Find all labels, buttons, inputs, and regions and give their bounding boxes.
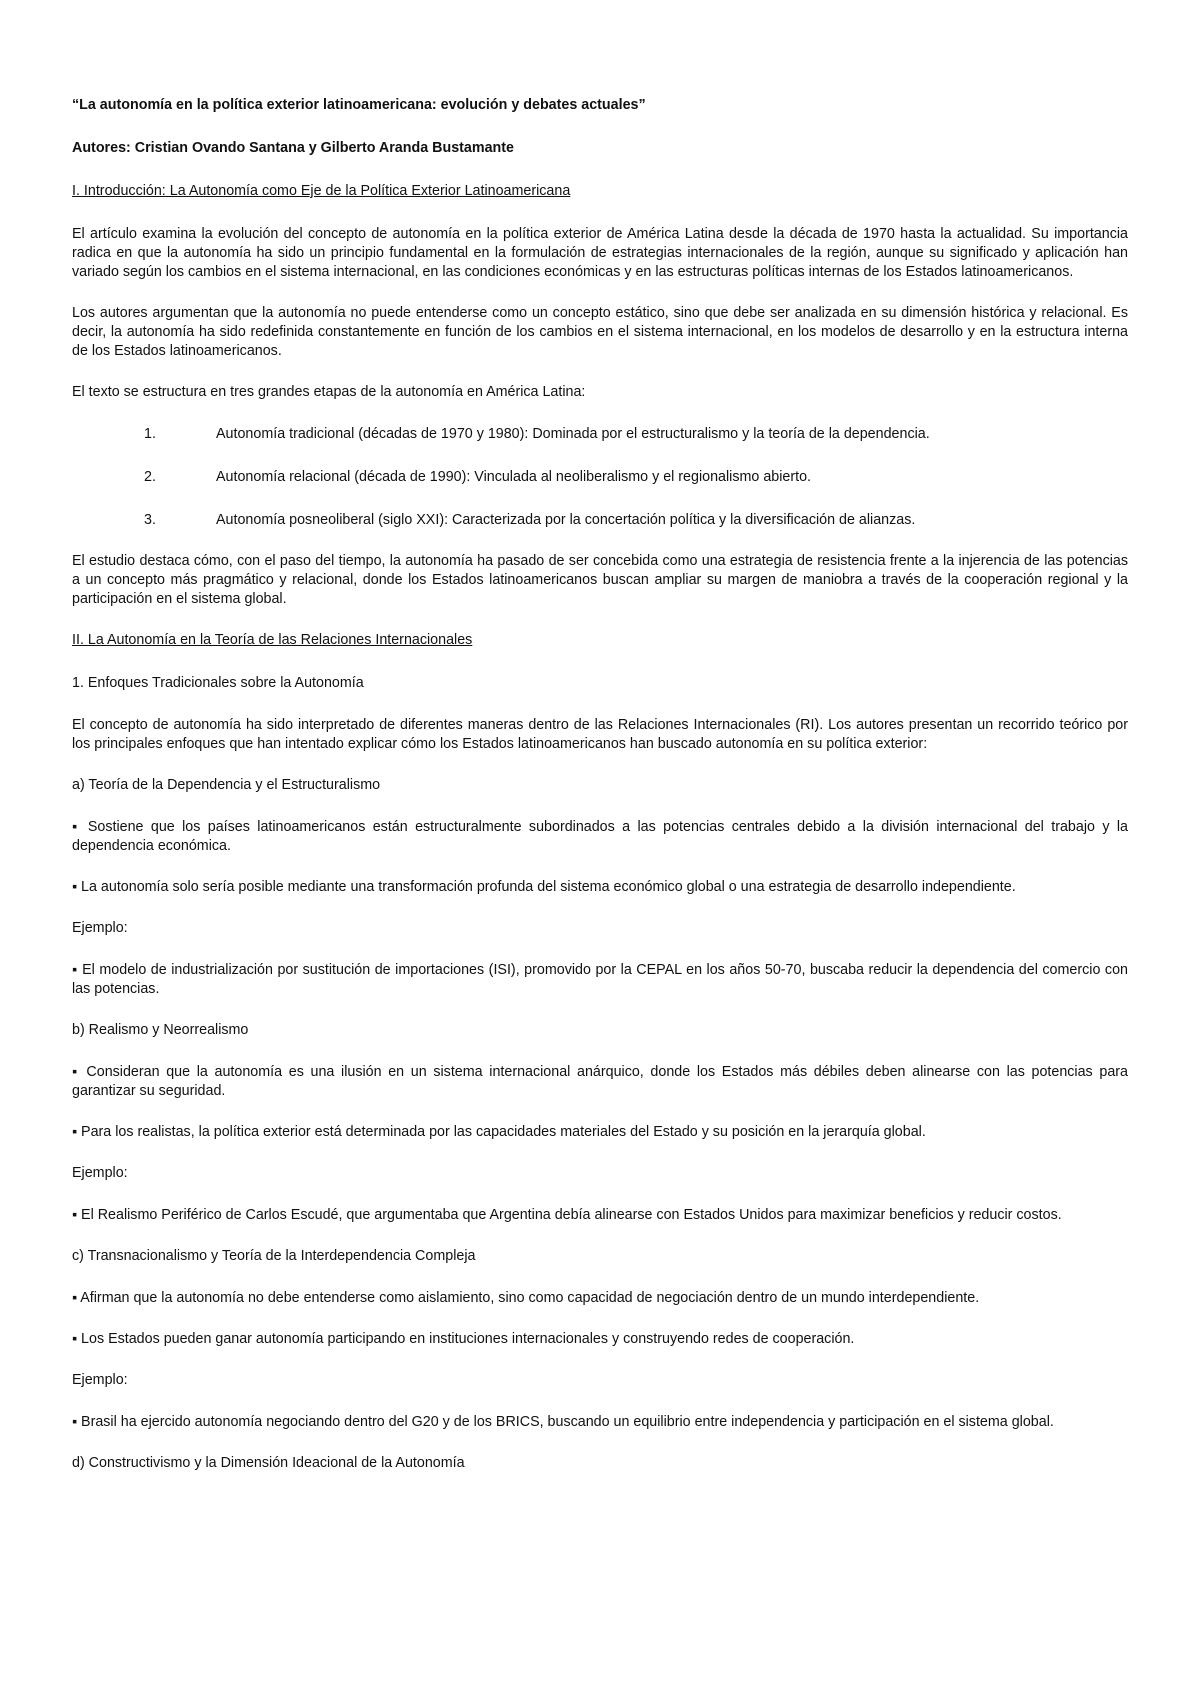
approach-heading-dependencia: a) Teoría de la Dependencia y el Estructuralismo	[72, 777, 381, 793]
stage-number: 1.	[144, 426, 156, 442]
stages-list	[72, 425, 1128, 530]
stage-item	[72, 468, 1128, 487]
document-authors: Autores: Cristian Ovando Santana y Gilberto Aranda Bustamante	[72, 140, 514, 156]
bullet-point: ▪ La autonomía solo sería posible mediante una transformación profunda del sistema económico global o una estrategia de desarrollo independiente.	[72, 879, 1016, 895]
intro-paragraph-1: El artículo examina la evolución del concepto de autonomía en la política exterior de América Latina desde la década de 1970 hasta la actualidad. Su importancia radica en que la autonomía ha sido un principio fundamental en la formulación de estrategias internacionales de la región, aunque su significado y aplicación han variado según los cambios en el sistema internacional, en las condiciones económicas y en las estructuras políticas internas de los Estados latinoamericanos.	[72, 226, 1128, 280]
stage-number: 3.	[144, 512, 156, 528]
approach-heading-constructivismo: d) Constructivismo y la Dimensión Ideacional de la Autonomía	[72, 1455, 465, 1471]
bullet-point: ▪ Sostiene que los países latinoamericanos están estructuralmente subordinados a las potencias centrales debido a la división internacional del trabajo y la dependencia económica.	[72, 819, 1128, 854]
bullet-point: ▪ Consideran que la autonomía es una ilusión en un sistema internacional anárquico, donde los Estados más débiles deben alinearse con las potencias para garantizar su seguridad.	[72, 1064, 1128, 1099]
intro-paragraph-3: El texto se estructura en tres grandes etapas de la autonomía en América Latina:	[72, 384, 586, 400]
intro-paragraph-4: El estudio destaca cómo, con el paso del tiempo, la autonomía ha pasado de ser concebida como una estrategia de resistencia frente a la injerencia de las potencias a un concepto más pragmático y relacional, donde los Estados latinoamericanos buscan ampliar su margen de maniobra a través de la cooperación regional y la participación en el sistema global.	[72, 553, 1128, 607]
stage-number: 2.	[144, 469, 156, 485]
approach-heading-transnacionalismo: c) Transnacionalismo y Teoría de la Interdependencia Compleja	[72, 1248, 476, 1264]
stage-item	[72, 425, 1128, 444]
bullet-point: ▪ Afirman que la autonomía no debe entenderse como aislamiento, sino como capacidad de negociación dentro de un mundo interdependiente.	[72, 1290, 980, 1306]
bullet-point: ▪ Para los realistas, la política exterior está determinada por las capacidades materiales del Estado y su posición en la jerarquía global.	[72, 1124, 926, 1140]
example-label: Ejemplo:	[72, 1165, 128, 1181]
example-label: Ejemplo:	[72, 1372, 128, 1388]
stage-text: Autonomía tradicional (décadas de 1970 y 1980): Dominada por el estructuralismo y la teoría de la dependencia.	[216, 426, 930, 442]
section-heading-teoria: II. La Autonomía en la Teoría de las Relaciones Internacionales	[72, 632, 473, 648]
section-heading-introduccion: I. Introducción: La Autonomía como Eje de la Política Exterior Latinoamericana	[72, 183, 571, 199]
intro-paragraph-2: Los autores argumentan que la autonomía no puede entenderse como un concepto estático, sino que debe ser analizada en su dimensión histórica y relacional. Es decir, la autonomía ha sido redefinida constantemente en función de los cambios en el sistema internacional, en los modelos de desarrollo y en la estructura interna de los Estados latinoamericanos.	[72, 305, 1128, 359]
bullet-point: ▪ Los Estados pueden ganar autonomía participando en instituciones internacionales y construyendo redes de cooperación.	[72, 1331, 855, 1347]
approach-heading-realismo: b) Realismo y Neorrealismo	[72, 1022, 249, 1038]
example-bullet: ▪ El modelo de industrialización por sustitución de importaciones (ISI), promovido por la CEPAL en los años 50-70, buscaba reducir la dependencia del comercio con las potencias.	[72, 962, 1128, 997]
stage-text: Autonomía relacional (década de 1990): Vinculada al neoliberalismo y el regionalismo abierto.	[216, 469, 812, 485]
example-bullet: ▪ Brasil ha ejercido autonomía negociando dentro del G20 y de los BRICS, buscando un equilibrio entre independencia y participación en el sistema global.	[72, 1414, 1054, 1430]
enfoques-paragraph: El concepto de autonomía ha sido interpretado de diferentes maneras dentro de las Relaciones Internacionales (RI). Los autores presentan un recorrido teórico por los principales enfoques que han intentado explicar cómo los Estados latinoamericanos han buscado autonomía en su política exterior:	[72, 717, 1128, 752]
example-bullet: ▪ El Realismo Periférico de Carlos Escudé, que argumentaba que Argentina debía alinearse con Estados Unidos para maximizar beneficios y reducir costos.	[72, 1207, 1062, 1223]
document-title: “La autonomía en la política exterior latinoamericana: evolución y debates actuales”	[72, 97, 646, 113]
subsection-heading-enfoques: 1. Enfoques Tradicionales sobre la Autonomía	[72, 675, 364, 691]
stage-item	[72, 511, 1128, 530]
stage-text: Autonomía posneoliberal (siglo XXI): Caracterizada por la concertación política y la diversificación de alianzas.	[216, 512, 916, 528]
example-label: Ejemplo:	[72, 920, 128, 936]
